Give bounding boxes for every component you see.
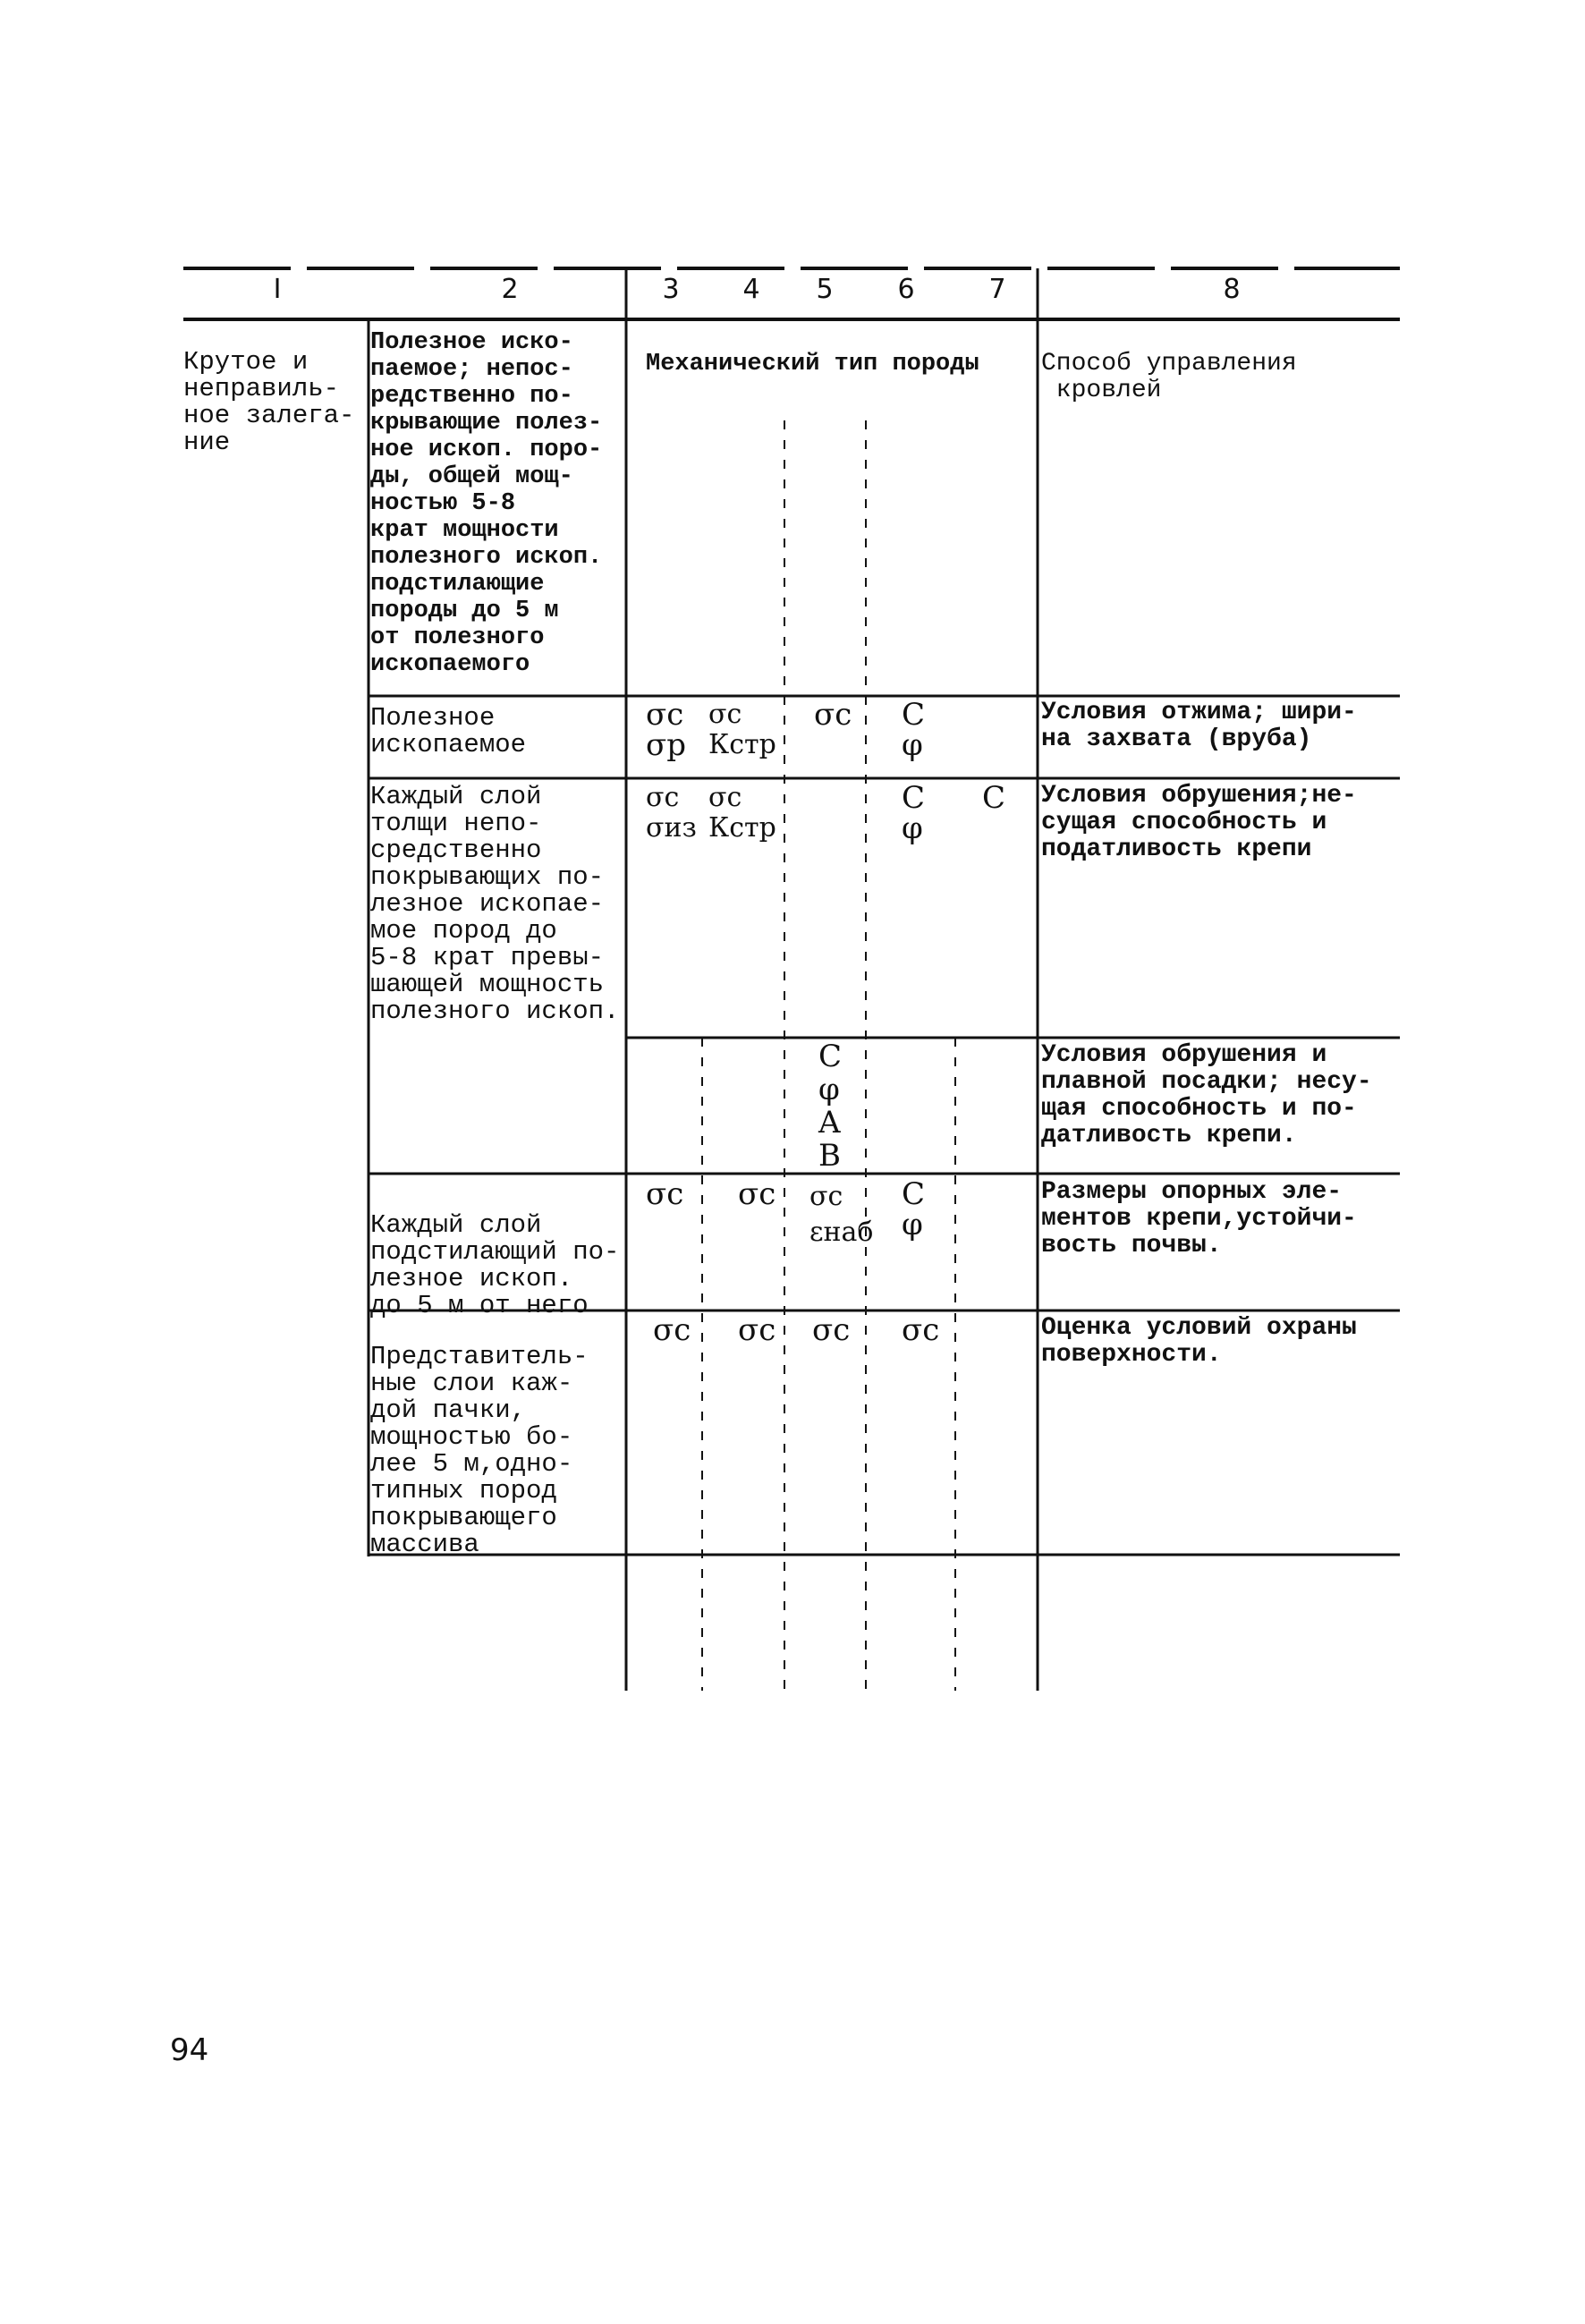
r4-c5: С φ A B <box>818 1039 843 1174</box>
header-col4: 4 <box>742 274 760 305</box>
r5-c3: σс <box>646 1176 684 1212</box>
r5-c6: С φ <box>902 1176 926 1243</box>
r6-col2: Представитель- ные слои каж- дой пачки, мощностью бо- лее 5 м,одно- типных пород покрывающего массива <box>370 1342 589 1559</box>
r3-c7: С <box>982 780 1006 816</box>
r2-c3: σс σр <box>646 697 686 763</box>
header-col2: 2 <box>501 274 519 305</box>
page-number: 94 <box>170 2032 209 2068</box>
r2-c6: С φ <box>902 697 926 763</box>
header-col8: 8 <box>1223 274 1241 305</box>
col1-text: Крутое и неправиль- ное залега- ние <box>183 347 355 457</box>
r6-c5: σс <box>812 1312 851 1348</box>
header-col6: 6 <box>897 274 915 305</box>
r2-col2: Полезное ископаемое <box>370 703 527 759</box>
r3-c4: σс Кстр <box>708 782 776 844</box>
r1-col3-7: Механический тип породы <box>646 351 979 377</box>
r6-c6: σс <box>902 1312 940 1348</box>
r1-col2: Полезное иско- паемое; непос- редственно по- крывающие полез- ное ископ. поро- ды, общей мощ- ностью 5-8 крат мощности полезного ископ. подстилающие породы до 5 м от полезного ископаемого <box>370 329 603 678</box>
header-col5: 5 <box>816 274 834 305</box>
r5-c5: σс εнаб <box>809 1181 874 1248</box>
r3-col8: Условия обрушения;не- сущая способность и податливость крепи <box>1041 782 1357 863</box>
r3-c3: σс σиз <box>646 782 697 844</box>
r5-c4: σс <box>738 1176 776 1212</box>
r2-col8: Условия отжима; шири- на захвата (вруба) <box>1041 699 1357 753</box>
r6-col8: Оценка условий охраны поверхности. <box>1041 1314 1357 1369</box>
r5-col8: Размеры опорных эле- ментов крепи,устойчи- вость почвы. <box>1041 1178 1357 1260</box>
r1-col8: Способ управления кровлей <box>1041 350 1297 404</box>
header-col7: 7 <box>988 274 1006 305</box>
r2-c5: σс <box>814 697 852 733</box>
r6-c3: σс <box>653 1312 691 1348</box>
r5-col2: Каждый слой подстилающий по- лезное ископ. до 5 м от него <box>370 1210 620 1320</box>
header-col1: I <box>273 274 282 305</box>
header-col3: 3 <box>662 274 680 305</box>
r2-c4: σс Кстр <box>708 699 776 760</box>
r4-col8: Условия обрушения и плавной посадки; несу- щая способность и по- датливость крепи. <box>1041 1041 1372 1149</box>
r3-c6: С φ <box>902 780 926 846</box>
r3-col2: Каждый слой толщи непо- средственно покрывающих по- лезное ископае- мое пород до 5-8 крат превы- шающей мощность полезного ископ. <box>370 782 620 1026</box>
r6-c4: σс <box>738 1312 776 1348</box>
